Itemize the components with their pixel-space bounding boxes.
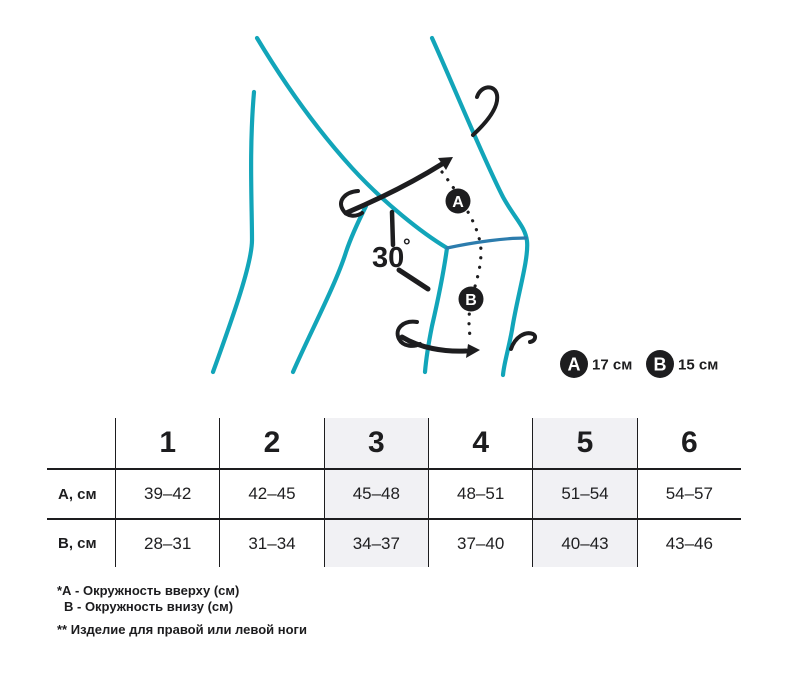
row-a-value: 42–45	[219, 468, 323, 518]
footnote-b: В - Окружность внизу (см)	[64, 598, 234, 614]
size-header-2: 2	[219, 418, 323, 468]
leg-outline-back-calf	[293, 206, 366, 372]
row-a-value: 45–48	[324, 468, 428, 518]
rotation-arrow-bottom-back	[511, 333, 535, 349]
marker-a-badge	[446, 189, 471, 214]
size-header-6: 6	[637, 418, 741, 468]
leg-outline-shin-back	[432, 38, 527, 375]
legend-b-value: 15 см	[678, 356, 719, 374]
legend-b-letter: B	[653, 354, 667, 375]
row-b-value: 34–37	[324, 518, 428, 567]
row-a-value: 54–57	[637, 468, 741, 518]
size-header-3: 3	[324, 418, 428, 468]
size-table	[47, 418, 741, 567]
footnotes	[57, 583, 307, 638]
leg-outline-shin-front	[425, 248, 447, 372]
marker-a-letter: A	[452, 194, 464, 211]
marker-b-badge	[459, 287, 484, 312]
rotation-arrow-top-back	[473, 87, 497, 135]
leg-outline-back-thigh	[213, 92, 254, 372]
angle-value-label: 30	[372, 242, 405, 274]
row-b-value: 43–46	[637, 518, 741, 567]
footnote-product: ** Изделие для правой или левой ноги	[57, 622, 307, 637]
row-a-label: А, см	[47, 468, 115, 518]
size-header-1: 1	[115, 418, 219, 468]
legend-a-letter: A	[567, 354, 581, 375]
angle-tick-upper	[392, 212, 393, 245]
table-corner-cell	[47, 418, 115, 468]
knee-joint-line	[447, 238, 526, 248]
marker-b-letter: B	[465, 292, 477, 309]
row-b-value: 40–43	[532, 518, 636, 567]
row-a-value: 51–54	[532, 468, 636, 518]
legend-a-value: 17 см	[592, 356, 633, 374]
row-b-value: 37–40	[428, 518, 532, 567]
row-b-label: В, см	[47, 518, 115, 567]
size-header-5: 5	[532, 418, 636, 468]
arrowhead-bottom-icon	[466, 344, 480, 358]
rotation-arrow-bottom-arc	[402, 337, 466, 351]
footnote-a: *А - Окружность вверху (см)	[57, 583, 240, 598]
row-b-value: 31–34	[219, 518, 323, 567]
degree-symbol: °	[403, 236, 411, 257]
row-a-value: 48–51	[428, 468, 532, 518]
row-b-value: 28–31	[115, 518, 219, 567]
legend	[560, 350, 718, 378]
rotation-arrow-top-arc	[346, 164, 442, 213]
row-a-value: 39–42	[115, 468, 219, 518]
size-header-4: 4	[428, 418, 532, 468]
